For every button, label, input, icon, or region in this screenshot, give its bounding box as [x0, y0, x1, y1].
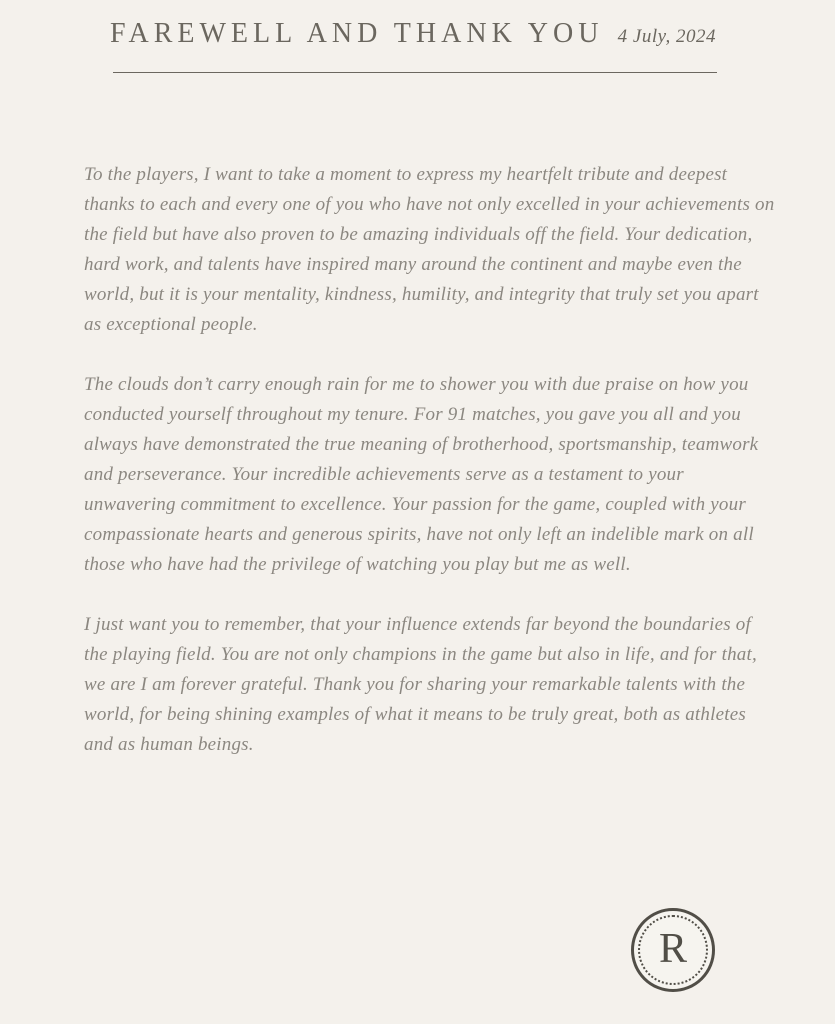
letter-date: 4 July, 2024: [617, 26, 716, 47]
letter-paragraph: The clouds don’t carry enough rain for me to shower you with due praise on how you conducted yourself throughout my tenure. For 91 matches, you gave you all and you always have demonstrated the true meaning of brotherhood, sportsmanship, teamwork and perseverance. Your incredible achievements serve as a testament to your unwavering commitment to excellence. Your passion for the game, coupled with your compassionate hearts and generous spirits, have not only left an indelible mark on all those who have had the privilege of watching you play but me as well.: [84, 374, 759, 575]
letter-paragraph: To the players, I want to take a moment to express my heartfelt tribute and deepest thanks to each and every one of you who have not only excelled in your achievements on the field but have also proven to be amazing individuals off the field. Your dedication, hard work, and talents have inspired many around the continent and maybe even the world, but it is your mentality, kindness, humility, and integrity that truly set you apart as exceptional people.: [84, 164, 775, 335]
monogram-seal: [631, 908, 715, 992]
header-divider: [113, 72, 717, 73]
letter-paragraph: I just want you to remember, that your influence extends far beyond the boundaries of the playing field. You are not only champions in the game but also in life, and for that, we are I am forever grateful. Thank you for sharing your remarkable talents with the world, for being shining examples of what it means to be truly great, both as athletes and as human beings.: [84, 614, 757, 755]
monogram-dotted-ring: [638, 915, 708, 985]
letter-body: [84, 160, 776, 790]
monogram-letter: R: [658, 925, 687, 972]
letter-header: [110, 18, 716, 50]
page-title: FAREWELL AND THANK YOU: [110, 18, 604, 49]
